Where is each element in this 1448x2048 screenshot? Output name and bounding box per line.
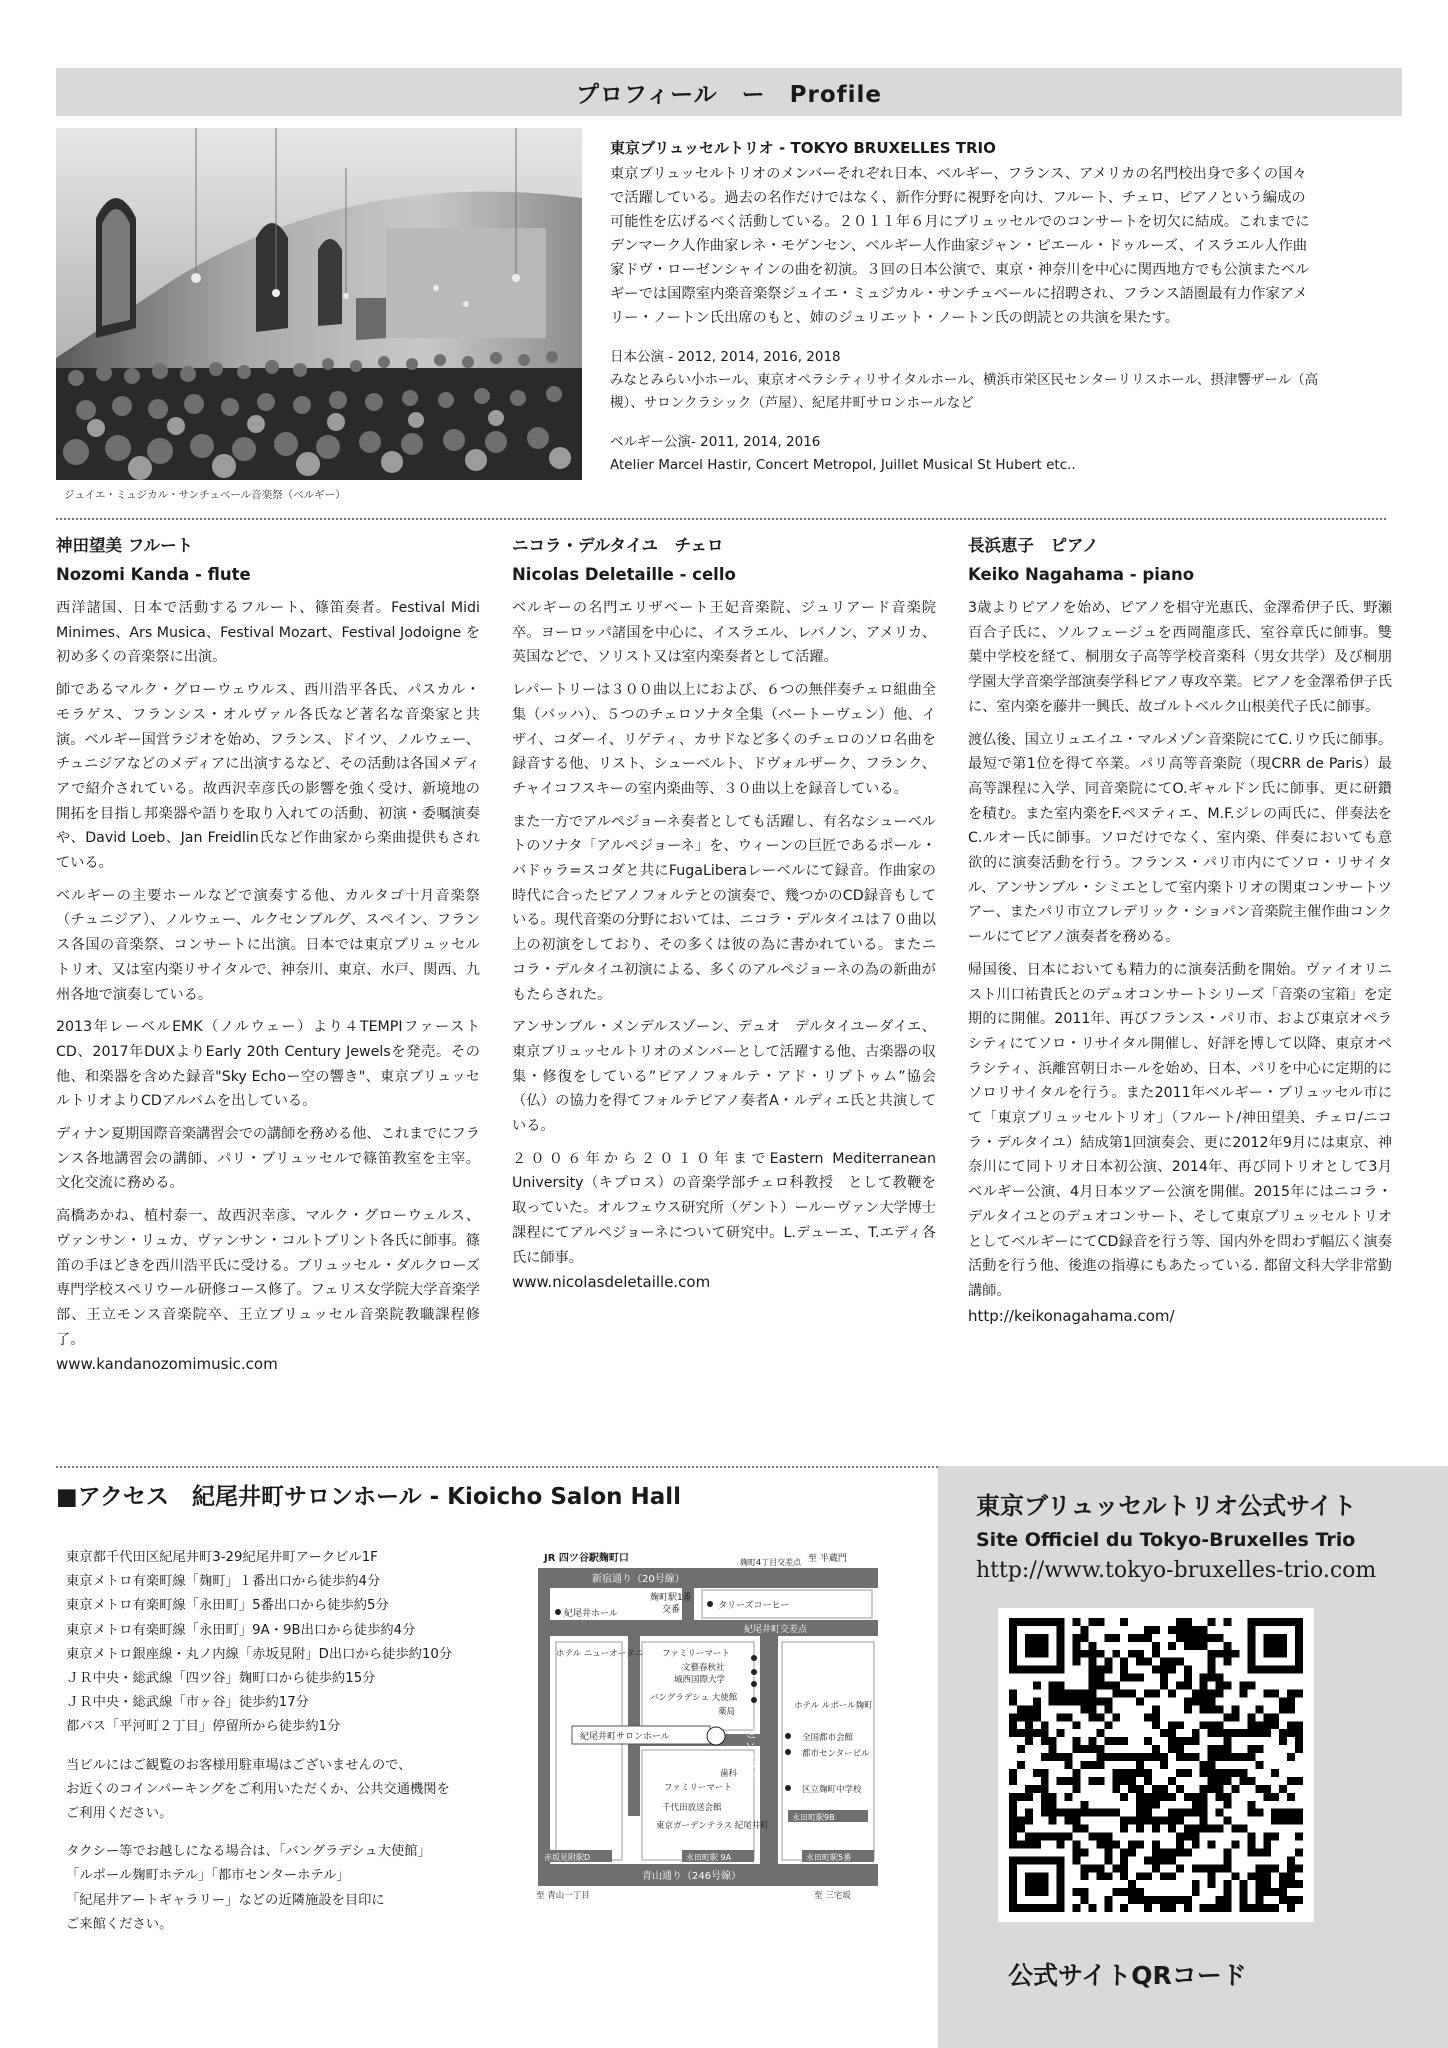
- kanda-paragraph: 師であるマルク・グローウェウルス、西川浩平各氏、パスカル・モラゲス、フランシス・オルヴァル各氏など著名な音楽家と共演。ベルギー国営ラジオを始め、フランス、ドイツ、ノルウェー、チュニジアなどのメディアに出演するなど、その活動は各国メディアで紹介されている。故西沢幸彦氏の影響を強く受け、新境地の開拓を目指し邦楽器や語りを取り入れての活動、初演・委嘱演奏や、David Loeb、Jan Freidlin氏など作曲家から楽曲提供もされている。: [56, 682, 480, 872]
- map-place-label: 東京ガーデンテラス 紀尾井町: [656, 1821, 769, 1831]
- map-road-label: プリンス通り: [744, 1721, 755, 1781]
- trio-line: デンマーク人作曲家レネ・モゲンセン、ベルギー人作曲家ジャン・ピエール・ドゥルーズ、イスラエル人作曲: [610, 238, 1308, 254]
- trio-line: で活躍している。過去の名作だけではなく、新作分野に視野を向け、フルート、チェロ、ピアノという編成の: [610, 190, 1306, 206]
- access-directions: [66, 1546, 506, 1937]
- map-place-label: 麹町駅1番: [650, 1593, 692, 1603]
- road-shinjuku: [538, 1568, 878, 1588]
- concert-hall-image: [56, 128, 582, 480]
- access-line: 東京都千代田区紀尾井町3-29紀尾井町アークビル1F: [66, 1550, 378, 1565]
- deletaille-paragraph: アンサンブル・メンデルスゾーン、デュオ デルタイユーダイエ、東京ブリュッセルトリオのメンバーとして活躍する他、古楽器の収集・修復をしている”ピアノフォルテ・アド・リブトゥム”協会（仏）の協力を得てフォルテピアノ奏者A・ルディエ氏と共演している。: [512, 1019, 936, 1135]
- taxi-note: 「紀尾井アートギャラリー」などの近隣施設を目印に: [66, 1892, 385, 1908]
- kanda-paragraph: 西洋諸国、日本で活動するフルート、篠笛奏者。Festival Midi Minimes、Ars Musica、Festival Mozart、Festival Jodoigne を初め多くの音楽祭に出演。: [56, 600, 480, 666]
- access-line: ＪＲ中央・総武線「四ツ谷」麹町口から徒歩約15分: [66, 1671, 376, 1687]
- map-place-label: 赤坂見附駅D: [544, 1853, 591, 1862]
- deletaille-profile: [512, 532, 936, 1295]
- qr-code[interactable]: [998, 1608, 1314, 1922]
- access-line: 都バス「平河町２丁目」停留所から徒歩約1分: [66, 1719, 341, 1735]
- kanda-paragraph: 高橋あかね、植村泰一、故西沢幸彦、マルク・グローウェルス、ヴァンサン・リュカ、ヴァンサン・コルトブリント各氏に師事。篠笛の手ほどきを西川浩平氏に受ける。ブリュッセル・ダルクローズ専門学校スペリウール研修コース修了。フェリス女学院大学音楽学部、王立モンス音楽院卒、王立ブリュッセル音楽院教職課程修了。: [56, 1208, 480, 1348]
- divider: [56, 1466, 938, 1468]
- deletaille-website-link[interactable]: www.nicolasdeletaille.com: [512, 1273, 711, 1292]
- belgium-concerts-title: ベルギー公演- 2011, 2014, 2016: [610, 434, 821, 450]
- access-line: ＪＲ中央・総武線「市ヶ谷」徒歩約17分: [66, 1695, 309, 1711]
- kanda-paragraph: ベルギーの主要ホールなどで演奏する他、カルタゴ十月音楽祭（チュニジア）、ノルウェー、ルクセンブルグ、スペイン、フランス各国の音楽祭、コンサートに出演。日本では東京ブリュッセルトリオ、又は室内楽リサイタルで、神奈川、東京、水戸、関西、九州各地で演奏している。: [56, 887, 480, 1003]
- kanda-profile: [56, 532, 480, 1377]
- map-place-label: 永田町駅 9A: [686, 1853, 732, 1862]
- map-place-label: 永田町駅9B: [792, 1813, 835, 1822]
- map-place-label: 文藝春秋社: [682, 1663, 725, 1673]
- deletaille-paragraph: ２００６年から２０１０年までEastern Mediterranean University（キプロス）の音楽学部チェロ科教授 として教鞭を取っていた。オルフェウス研究所（ゲント）ールーヴァン大学博士課程にてアルペジョーネについて研究中。L.デューエ、T.エディ各氏に師事。: [512, 1150, 936, 1266]
- trio-line: 東京ブリュッセルトリオのメンバーそれぞれ日本、ベルギー、フランス、アメリカの名門校出身で多くの国々: [610, 166, 1307, 182]
- divider: [56, 518, 1386, 520]
- map-road-label: 青山通り（246号線）: [642, 1871, 742, 1882]
- map-place-label: ファミリーマート: [662, 1649, 730, 1659]
- qr-code-image: [1008, 1618, 1304, 1912]
- kanda-name-en: Nozomi Kanda - flute: [56, 565, 251, 584]
- nagahama-paragraph: 3歳よりピアノを始め、ピアノを椙守光惠氏、金澤希伊子氏、野瀬百合子氏に、ソルフェージュを西岡龍彦氏、室谷章氏に師事。雙葉中学校を経て、桐朋女子高等学校音楽科（男女共学）及び桐朋学園大学音楽学部演奏学科ピアノ専攻卒業。ピアノを金澤希伊子氏に、室内楽を藤井一興氏、故ゴルトベルク山根美代子氏に師事。: [968, 600, 1392, 715]
- access-line: 東京メトロ有楽町線「永田町」9A・9B出口から徒歩約4分: [66, 1622, 416, 1638]
- map-crossing-label: 紀尾井町交差点: [744, 1625, 808, 1635]
- map-place-label: 薬局: [718, 1707, 736, 1717]
- map-place-label: 交番: [662, 1605, 681, 1615]
- deletaille-name-en: Nicolas Deletaille - cello: [512, 565, 736, 584]
- map-place-label: 千代田放送会館: [662, 1803, 722, 1813]
- map-place-label: 全国都市会館: [802, 1733, 854, 1743]
- map-road-label: 新宿通り（20号線）: [592, 1574, 685, 1585]
- map-place-label: ホテル ルポール麹町: [794, 1701, 873, 1711]
- belgium-concerts-line: Atelier Marcel Hastir, Concert Metropol, Juillet Musical St Hubert etc..: [610, 457, 1076, 473]
- japan-concerts-line: 槻）、サロンクラシック（芦屋）、紀尾井町サロンホールなど: [610, 395, 974, 411]
- nagahama-profile: [968, 532, 1392, 1328]
- site-title: 東京ブリュッセルトリオ公式サイト: [976, 1492, 1357, 1520]
- japan-concerts-title: 日本公演 - 2012, 2014, 2016, 2018: [610, 349, 841, 365]
- trio-line: ギーでは国際室内楽音楽祭ジュイエ・ミュジカル・サンチュベールに招聘され、フランス語圏最有力作家アメ: [610, 286, 1308, 302]
- taxi-note: 「ルポール麹町ホテル」「都市センターホテル」: [66, 1868, 350, 1884]
- photo-caption: ジュイエ・ミュジカル・サンチュベール音楽祭（ベルギー）: [64, 489, 346, 501]
- qr-label: 公式サイトQRコード: [1008, 1961, 1247, 1990]
- trio-profile: [610, 136, 1390, 477]
- map-place-label: 紀尾井ホール: [564, 1609, 618, 1619]
- access-line: 東京メトロ有楽町線「永田町」5番出口から徒歩約5分: [66, 1598, 389, 1614]
- parking-note: お近くのコインパーキングをご利用いただくか、公共交通機関を: [66, 1781, 450, 1797]
- belgium-concerts: [610, 431, 1390, 477]
- site-subtitle: Site Officiel du Tokyo-Bruxelles Trio: [976, 1529, 1356, 1551]
- map-crossing-label: 麹町4丁目交差点: [740, 1558, 802, 1567]
- nagahama-paragraph: 渡仏後、国立リュエイユ・マルメゾン音楽院にてC.リウ氏に師事。最短で第1位を得て卒業。パリ高等音楽院（現CRR de Paris）最高等課程に入学、同音楽院にてO.ギャルドン氏に師事、更に研鑽を積む。また室内楽をF.ペヌティエ、M.F.ジレの両氏に、伴奏法をC.ルオー氏に師事。ソロだけでなく、室内楽、伴奏においても意欲的に演奏活動を行う。フランス・パリ市内にてソロ・リサイタル、アンサンブル・シミエとして室内楽トリオの関東コンサートツアー、またパリ市立フレデリック・ショパン音楽院主催作曲コンクールにてピアノ演奏者を務める。: [968, 731, 1393, 946]
- map-direction-label: 至 半蔵門: [808, 1554, 847, 1564]
- trio-line: 家ドヴ・ローゼンシャインの曲を初演。３回の日本公演で、東京・神奈川を中心に関西地方でも公演またベル: [610, 262, 1310, 278]
- page-title: プロフィール ー Profile: [575, 81, 883, 108]
- access-line: 東京メトロ銀座線・丸ノ内線「赤坂見附」D出口から徒歩約10分: [66, 1646, 453, 1662]
- road-kioicho: [538, 1620, 878, 1636]
- map-place-label: 永田町駅5番: [806, 1853, 852, 1862]
- deletaille-paragraph: また一方でアルペジョーネ奏者としても活躍し、有名なシューベルトのソナタ「アルペジョーネ」を、ウィーンの巨匠であるポール・バドゥラ=スコダと共にFugaLiberaレーベルにて録音。作曲家の時代に合ったピアノフォルテとの演奏で、幾つかのCD録音もしている。現代音楽の分野においては、ニコラ・デルタイユは７０曲以上の初演をしており、その多くは彼の為に書かれている。またニコラ・デルタイユ初演による、多くのアルペジョーネの為の新曲がもたらされた。: [512, 813, 936, 1003]
- taxi-note: タクシー等でお越しになる場合は、「バングラデシュ大使館」: [66, 1844, 431, 1860]
- trio-line: 可能性を広げるべく活動している。２０１１年６月にブリュッセルでのコンサートを切欠に結成。これまでに: [610, 214, 1310, 230]
- kanda-website-link[interactable]: www.kandanozomimusic.com: [56, 1355, 278, 1374]
- map-place-label: タリーズコーヒー: [718, 1601, 790, 1611]
- kanda-paragraph: ディナン夏期国際音楽講習会での講師を務める他、これまでにフランス各地講習会の講師、パリ・ブリュッセルで篠笛教室を主宰。文化交流に務める。: [56, 1126, 480, 1192]
- access-title: ■アクセス 紀尾井町サロンホール - Kioicho Salon Hall: [56, 1484, 682, 1510]
- trio-title: 東京ブリュッセルトリオ - TOKYO BRUXELLES TRIO: [610, 139, 996, 157]
- site-url-link[interactable]: http://www.tokyo-bruxelles-trio.com: [976, 1558, 1377, 1583]
- map-place-label: ホテル ニューオータニ: [556, 1649, 644, 1659]
- map-place-label: 区立麹町中学校: [802, 1785, 862, 1795]
- kanda-name-jp: 神田望美 フルート: [56, 536, 194, 555]
- deletaille-paragraph: ベルギーの名門エリザベート王妃音楽院、ジュリアード音楽院卒。ヨーロッパ諸国を中心に、イスラエル、レバノン、アメリカ、英国などで、ソリスト又は室内楽奏者として活躍。: [512, 600, 936, 666]
- nagahama-paragraph: 帰国後、日本においても精力的に演奏活動を開始。ヴァイオリニスト川口祐貴氏とのデュオコンサートシリーズ「音楽の宝箱」を定期的に開催。2011年、再びフランス・パリ市、および東京オペラシティにてソロ・リサイタル開催し、好評を博して以降、東京オペラシティ、浜離宮朝日ホールを始め、日本、パリを中心に定期的にソロリサイタルを行う。また2011年ベルギー・ブリュッセル市にて「東京ブリュッセルトリオ」（フルート/神田望美、チェロ/ニコラ・デルタイユ）結成第1回演奏会、更に2012年9月には東京、神奈川にて同トリオ日本初公演、2014年、再び同トリオとして3月ベルギー公演、4月日本ツアー公演を開催。2015年にはニコラ・デルタイユとのデュオコンサート、そして東京ブリュッセルトリオとしてベルギーにてCD録音を行う等、国内外を問わず幅広く演奏活動を行う他、後進の指導にもあたっている. 都留文科大学非常勤講師。: [968, 961, 1392, 1299]
- profile-header: [56, 68, 1402, 116]
- deletaille-name-jp: ニコラ・デルタイユ チェロ: [512, 536, 724, 555]
- access-map: [532, 1548, 884, 1902]
- parking-note: 当ビルにはご観覧のお客様用駐車場はございませんので、: [66, 1757, 412, 1773]
- kanda-paragraph: 2013年レーベルEMK（ノルウェー）より４TEMPIファーストCD、2017年DUXよりEarly 20th Century Jewelsを発売。その他、和楽器を含めた録音"Sky Echoー空の響き"、東京ブリュッセルトリオよりCDアルバムを出している。: [56, 1019, 480, 1110]
- map-place-label: 都市センタービル: [802, 1749, 870, 1759]
- map-place-label: ファミリーマート: [664, 1783, 732, 1793]
- map-hall-label: 紀尾井町サロンホール: [580, 1732, 670, 1742]
- map-place-label: 歯科: [720, 1769, 738, 1779]
- access-map-svg: [532, 1548, 884, 1902]
- map-place-label: 城西国際大学: [674, 1675, 726, 1685]
- nagahama-name-jp: 長浜恵子 ピアノ: [968, 536, 1099, 555]
- access-line: 東京メトロ有楽町線「麹町」１番出口から徒歩約4分: [66, 1574, 381, 1590]
- map-place-label: バングラデシュ 大使館: [650, 1693, 738, 1703]
- concert-photo: [56, 128, 582, 480]
- parking-note: ご利用ください。: [66, 1806, 173, 1822]
- map-direction-label: 至 青山一丁目: [536, 1891, 590, 1901]
- japan-concerts-line: みなとみらい小ホール、東京オペラシティリサイタルホール、横浜市栄区民センターリリスホール、摂津響ザール（高: [610, 372, 1319, 388]
- map-direction-label: 至 三宅坂: [814, 1891, 851, 1901]
- map-station-label: JR 四ツ谷駅麹町口: [544, 1553, 629, 1564]
- japan-concerts: [610, 346, 1390, 415]
- deletaille-paragraph: レパートリーは３００曲以上におよび、６つの無伴奏チェロ組曲全集（バッハ）、５つのチェロソナタ全集（ベートーヴェン）他、イザイ、コダーイ、リゲティ、カサドなど多くのチェロのソロ名曲を録音する他、リスト、シューベルト、ドヴォルザーク、フランク、チャイコフスキーの室内楽曲等、３０曲以上を録音している。: [512, 682, 936, 797]
- nagahama-website-link[interactable]: http://keikonagahama.com/: [968, 1306, 1175, 1325]
- taxi-note: ご来館ください。: [66, 1916, 173, 1932]
- trio-line: リー・ノートン氏出席のもと、姉のジュリエット・ノートン氏の朗読との共演を果たす。: [610, 310, 1180, 326]
- nagahama-name-en: Keiko Nagahama - piano: [968, 565, 1195, 584]
